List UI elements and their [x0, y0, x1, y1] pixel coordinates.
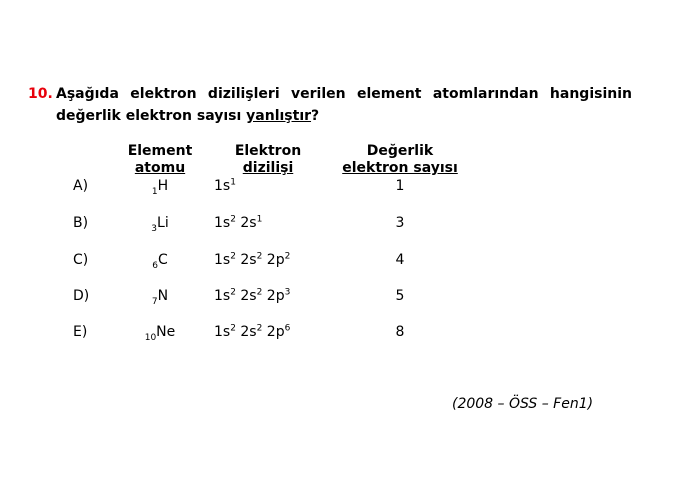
- header-element-line2: atomu: [134, 160, 186, 176]
- question-number: 10.: [28, 86, 53, 102]
- element-symbol: Ne: [156, 324, 176, 340]
- atomic-number: 1: [151, 186, 158, 197]
- orbital-electrons: 2: [230, 287, 236, 298]
- option-label: B): [73, 215, 89, 231]
- orbital: 1s: [214, 252, 231, 268]
- orbital-electrons: 1: [230, 177, 236, 188]
- orbital-electrons: 3: [284, 287, 291, 298]
- option-config: [214, 323, 290, 341]
- orbital-electrons: 2: [230, 214, 236, 225]
- header-config: [223, 143, 313, 177]
- orbital-electrons: 1: [256, 214, 263, 225]
- option-label: A): [73, 178, 89, 194]
- option-label: D): [73, 288, 90, 304]
- orbital: 1s: [214, 215, 231, 231]
- orbital-electrons: 2: [256, 323, 263, 334]
- orbital: 2s: [240, 215, 257, 231]
- orbital: 1s: [214, 288, 231, 304]
- option-config: [214, 287, 290, 305]
- atomic-number: 7: [151, 296, 158, 307]
- orbital: 2s: [240, 288, 257, 304]
- element-symbol: Li: [157, 215, 169, 231]
- header-element-line1: Element: [127, 143, 193, 159]
- option-element: [120, 177, 200, 195]
- orbital-electrons: 2: [230, 251, 236, 262]
- orbital: 2s: [240, 324, 257, 340]
- orbital: 2p: [266, 288, 285, 304]
- option-element: [120, 251, 200, 269]
- atomic-number: 3: [151, 223, 158, 234]
- orbital: 2s: [240, 252, 257, 268]
- option-valence: 8: [395, 324, 405, 340]
- element-symbol: H: [157, 178, 169, 194]
- option-valence: 3: [395, 215, 405, 231]
- question-text-suffix: ?: [311, 108, 320, 124]
- option-element: [120, 287, 200, 305]
- option-element: [120, 323, 200, 341]
- orbital-electrons: 2: [256, 287, 263, 298]
- option-config: [214, 214, 262, 232]
- option-label: C): [73, 252, 89, 268]
- header-config-line1: Elektron: [234, 143, 302, 159]
- header-valence-line1: Değerlik: [366, 143, 434, 159]
- option-config: [214, 251, 290, 269]
- header-valence: [335, 143, 465, 177]
- option-element: [120, 214, 200, 232]
- orbital-electrons: 2: [230, 323, 236, 334]
- orbital-electrons: 6: [284, 323, 291, 334]
- orbital: 2p: [266, 324, 285, 340]
- atomic-number: 6: [152, 260, 158, 271]
- orbital: 1s: [214, 178, 231, 194]
- element-symbol: N: [157, 288, 169, 304]
- question-text-emphasis: yanlıştır: [246, 108, 312, 124]
- question-text-line1: Aşağıda elektron dizilişleri verilen element atomlarından hangisinin: [56, 86, 632, 102]
- option-label: E): [73, 324, 88, 340]
- question-text-prefix: değerlik elektron sayısı: [56, 108, 247, 124]
- orbital-electrons: 2: [256, 251, 263, 262]
- header-valence-line2: elektron sayısı: [342, 160, 458, 176]
- header-config-line2: dizilişi: [242, 160, 294, 176]
- orbital-electrons: 2: [284, 251, 291, 262]
- element-symbol: C: [157, 252, 168, 268]
- header-element: [120, 143, 200, 177]
- orbital: 2p: [266, 252, 285, 268]
- atomic-number: 10: [144, 332, 157, 343]
- question-text-line2: [56, 108, 319, 124]
- orbital: 1s: [214, 324, 231, 340]
- option-valence: 4: [395, 252, 405, 268]
- option-config: [214, 177, 236, 195]
- option-valence: 1: [395, 178, 405, 194]
- option-valence: 5: [395, 288, 405, 304]
- source-citation: (2008 – ÖSS – Fen1): [452, 396, 594, 412]
